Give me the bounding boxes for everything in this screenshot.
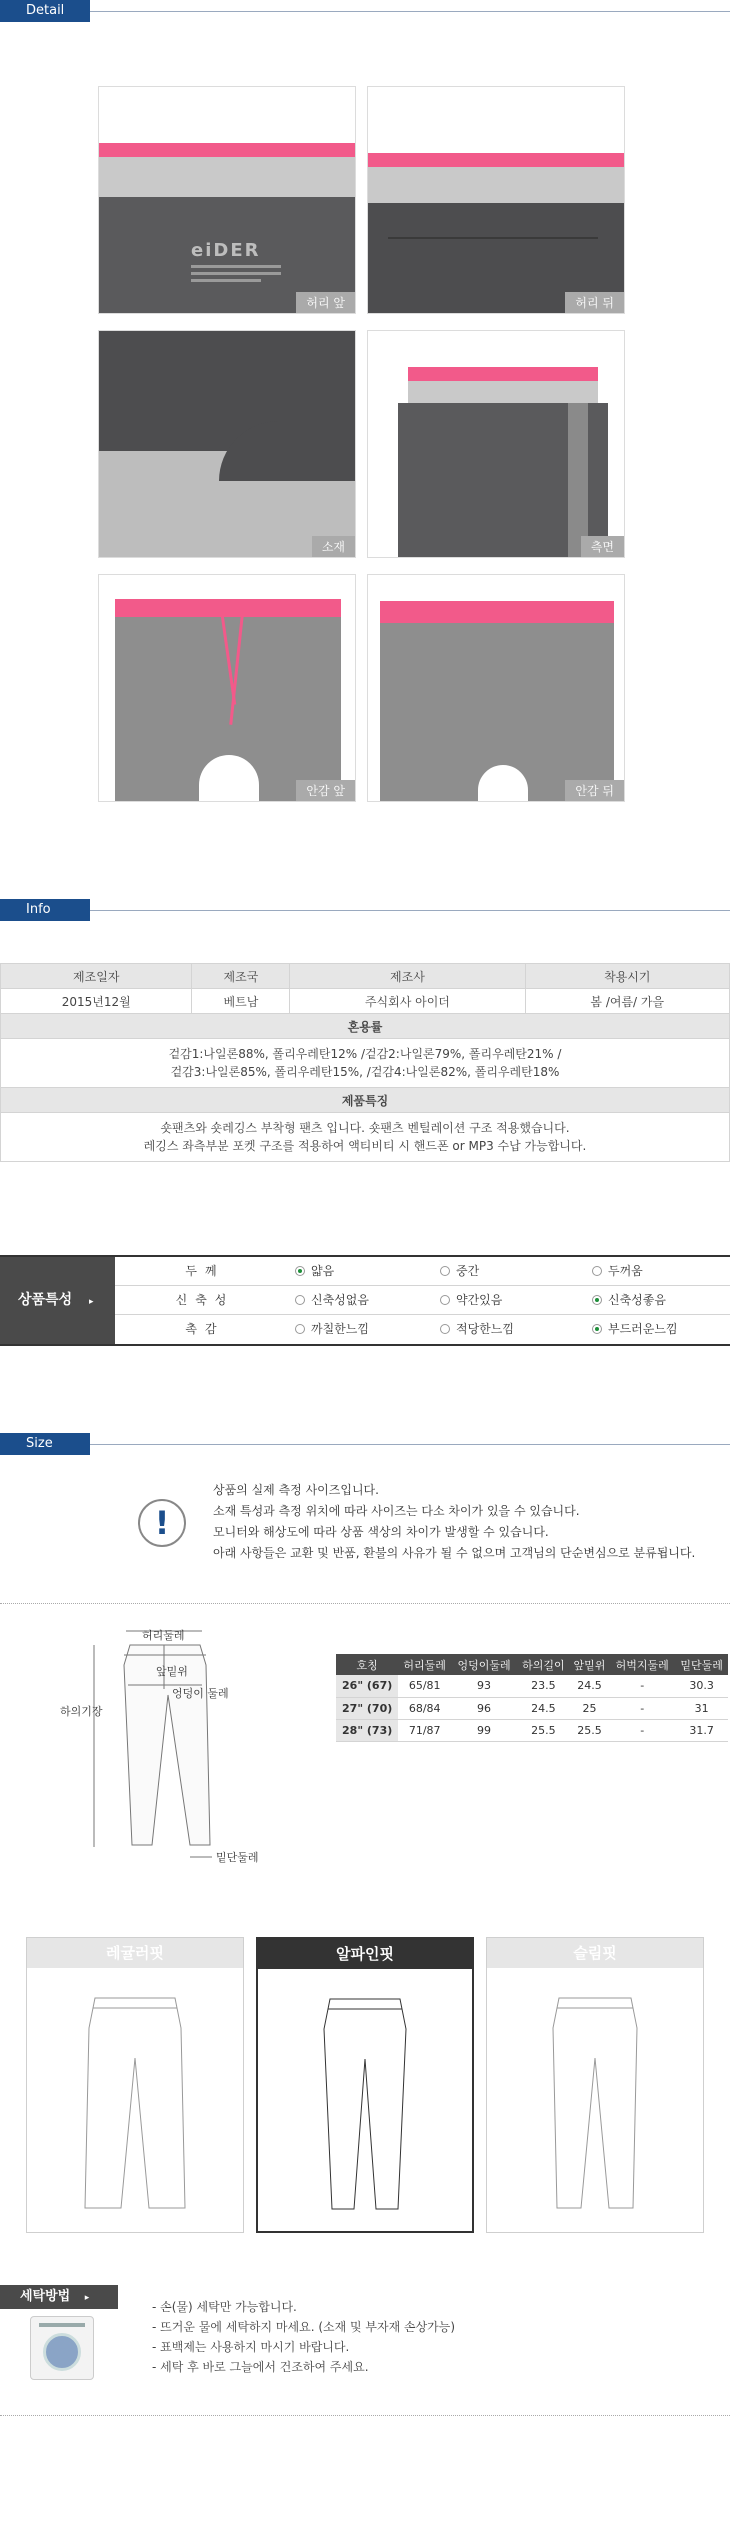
table-row: 26" (67) 65/81 93 23.5 24.5 - 30.3: [336, 1675, 728, 1697]
table-row: 27" (70) 68/84 96 24.5 25 - 31: [336, 1697, 728, 1719]
option: 두꺼움: [592, 1257, 643, 1286]
size-header: 하의길이: [517, 1654, 570, 1675]
radio-icon: [295, 1266, 305, 1276]
option: 신축성없음: [295, 1286, 369, 1315]
dotted-divider: [0, 1603, 730, 1604]
feature-label: 제품특징: [1, 1088, 730, 1113]
info-header: 제조일자: [1, 964, 192, 989]
table-row: 28" (73) 71/87 99 25.5 25.5 - 31.7: [336, 1719, 728, 1741]
pants-regular-icon: [27, 1968, 243, 2230]
radio-icon: [440, 1295, 450, 1305]
info-header: 제조국: [192, 964, 290, 989]
option: 부드러운느낌: [592, 1315, 678, 1344]
diagram-label-hem: 밑단둘레: [216, 1851, 259, 1864]
material-text: 겉감1:나일론88%, 폴리우레탄12% /겉감2:나일론79%, 폴리우레탄21% / 겉감3:나일론85%, 폴리우레탄15%, /겉감4:나일론82%, 폴리우레탄18%: [1, 1039, 730, 1088]
wash-title: 세탁방법 ▸: [0, 2285, 118, 2309]
material-label: 혼용률: [1, 1014, 730, 1039]
radio-icon: [440, 1324, 450, 1334]
fit-card-regular: 레귤러핏: [26, 1937, 244, 2233]
photo-waist-back: [367, 86, 625, 314]
photo-side: [367, 330, 625, 558]
section-divider: [90, 11, 730, 12]
size-table: [336, 1654, 728, 1742]
option: 적당한느낌: [440, 1315, 514, 1344]
info-header: 제조사: [290, 964, 525, 989]
diagram-label-hip: 엉덩이 둘레: [172, 1687, 229, 1700]
fit-card-slim: 슬림핏: [486, 1937, 704, 2233]
attribute-row-thickness: 두께 얇음 중간 두꺼움: [115, 1257, 730, 1286]
attribute-row-elasticity: 신축성 신축성없음 약간있음 신축성좋음: [115, 1286, 730, 1315]
photo-caption: 허리 뒤: [565, 292, 624, 313]
section-tab-detail: Detail: [0, 0, 90, 22]
diagram-label-rise: 앞밑위: [156, 1665, 188, 1678]
section-divider: [90, 910, 730, 911]
pants-alpine-icon: [258, 1969, 472, 2231]
fit-card-alpine: 알파인핏: [256, 1937, 474, 2233]
photo-caption: 측면: [581, 536, 624, 557]
size-header: 엉덩이둘레: [451, 1654, 517, 1675]
diagram-label-waist: 허리둘레: [142, 1629, 185, 1642]
section-divider: [90, 1444, 730, 1445]
info-value: 베트남: [192, 989, 290, 1014]
brand-logo: eiDER: [191, 240, 261, 261]
product-attributes: [0, 1255, 730, 1346]
radio-icon: [592, 1266, 602, 1276]
info-header: 착용시기: [525, 964, 729, 989]
section-tab-info: Info: [0, 899, 90, 921]
diagram-label-length: 하의기장: [60, 1705, 103, 1718]
photo-waist-front: [98, 86, 356, 314]
photo-caption: 소재: [312, 536, 355, 557]
attribute-row-texture: 촉감 까칠한느낌 적당한느낌 부드러운느낌: [115, 1315, 730, 1344]
info-value: 주식회사 아이더: [290, 989, 525, 1014]
photo-lining-front: [98, 574, 356, 802]
radio-icon: [592, 1295, 602, 1305]
radio-icon: [440, 1266, 450, 1276]
photo-caption: 안감 앞: [296, 780, 355, 801]
option: 중간: [440, 1257, 479, 1286]
attributes-title: 상품특성 ▸: [0, 1257, 115, 1344]
section-tab-size: Size: [0, 1433, 90, 1455]
size-header: 허리둘레: [398, 1654, 451, 1675]
photo-caption: 안감 뒤: [565, 780, 624, 801]
photo-material: [98, 330, 356, 558]
product-info-table: [0, 963, 730, 1162]
option: 얇음: [295, 1257, 334, 1286]
info-value: 2015년12월: [1, 989, 192, 1014]
option: 약간있음: [440, 1286, 502, 1315]
size-header: 밑단둘레: [675, 1654, 728, 1675]
size-header: 허벅지둘레: [609, 1654, 675, 1675]
photo-caption: 허리 앞: [296, 292, 355, 313]
size-notice: 상품의 실제 측정 사이즈입니다. 소재 특성과 측정 위치에 따라 사이즈는 다소 차이가 있을 수 있습니다. 모니터와 해상도에 따라 상품 색상의 차이가 발생할 수 있습니다. 아래 사항들은 교환 및 반품, 환불의 사유가 될 수 없으며 고객님의 단순변심으로 분류됩니다.: [213, 1483, 696, 1560]
measurement-diagram: [60, 1625, 300, 1895]
bottom-divider: [0, 2415, 730, 2416]
washing-machine-icon: [30, 2316, 94, 2380]
notice-icon: !: [138, 1499, 186, 1547]
pants-slim-icon: [487, 1968, 703, 2230]
radio-icon: [295, 1295, 305, 1305]
feature-text: 숏팬츠와 숏레깅스 부착형 팬츠 입니다. 숏팬츠 벤틸레이션 구조 적용했습니다. 레깅스 좌측부분 포켓 구조를 적용하여 액티비티 시 핸드폰 or MP3 수납 가능합니다.: [1, 1113, 730, 1162]
size-header: 호칭: [336, 1654, 398, 1675]
wash-instructions: - 손(물) 세탁만 가능합니다. - 뜨거운 물에 세탁하지 마세요. (소재 및 부자재 손상가능) - 표백제는 사용하지 마시기 바랍니다. - 세탁 후 바로 그늘에서 건조하여 주세요.: [152, 2300, 456, 2374]
radio-icon: [295, 1324, 305, 1334]
size-header: 앞밑위: [570, 1654, 610, 1675]
option: 신축성좋음: [592, 1286, 666, 1315]
photo-lining-back: [367, 574, 625, 802]
info-value: 봄 /여름/ 가을: [525, 989, 729, 1014]
radio-icon: [592, 1324, 602, 1334]
option: 까칠한느낌: [295, 1315, 369, 1344]
